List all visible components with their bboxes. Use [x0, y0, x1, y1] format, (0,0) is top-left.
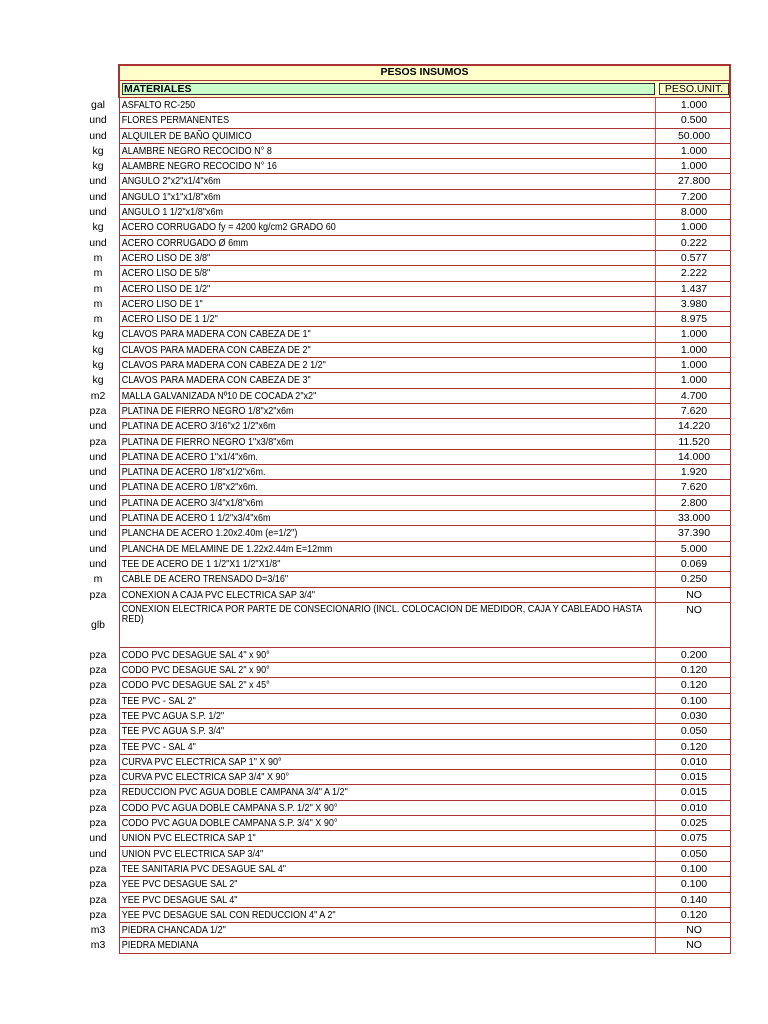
unit-weight-cell[interactable]: 1.000: [680, 359, 708, 372]
unit-weight-cell[interactable]: 1.000: [680, 328, 708, 341]
row-cells: [119, 588, 731, 603]
row-cells: [119, 297, 731, 312]
table-row: [0, 297, 768, 312]
material-cell[interactable]: ALAMBRE NEGRO RECOCIDO N° 8: [120, 144, 656, 158]
table-row: [0, 312, 768, 327]
material-cell[interactable]: PIEDRA CHANCADA 1/2": [120, 923, 656, 937]
table-row: [0, 847, 768, 862]
material-cell[interactable]: TEE PVC - SAL 2": [120, 694, 656, 708]
table-row: [0, 419, 768, 434]
row-cells: [119, 542, 731, 557]
row-cells: [119, 511, 731, 526]
unit-cell[interactable]: m3: [90, 924, 106, 937]
row-cells: [119, 877, 731, 892]
material-cell[interactable]: PLATINA DE ACERO 1/8"x1/2"x6m.: [120, 465, 656, 479]
unit-cell[interactable]: kg: [92, 328, 104, 341]
row-cells: [119, 572, 731, 587]
material-cell[interactable]: ANGULO 2"x2"x1/4"x6m: [120, 174, 656, 188]
table-row: [0, 557, 768, 572]
table-row: [0, 496, 768, 511]
unit-cell[interactable]: m3: [90, 939, 106, 952]
unit-cell[interactable]: m: [93, 573, 103, 586]
row-cells: [119, 450, 731, 465]
table-row: [0, 877, 768, 892]
unit-weight-cell[interactable]: 0.075: [680, 832, 708, 845]
table-row: [0, 603, 768, 648]
unit-weight-cell[interactable]: 0.222: [680, 236, 708, 249]
unit-weight-cell[interactable]: 0.025: [680, 817, 708, 830]
material-cell[interactable]: PIEDRA MEDIANA: [120, 938, 656, 952]
column-header-row: [118, 81, 731, 98]
unit-cell[interactable]: und: [89, 512, 107, 525]
row-cells: [119, 113, 731, 128]
unit-cell[interactable]: pza: [89, 801, 107, 814]
table-row: [0, 435, 768, 450]
unit-weight-cell[interactable]: 50.000: [677, 129, 711, 142]
unit-cell[interactable]: und: [89, 450, 107, 463]
row-cells: [119, 465, 731, 480]
row-cells: [119, 740, 731, 755]
row-cells: [119, 709, 731, 724]
material-cell[interactable]: TEE DE ACERO DE 1 1/2"X1 1/2"X1/8": [120, 557, 656, 571]
unit-weight-cell[interactable]: 0.500: [680, 114, 708, 127]
table-row: [0, 113, 768, 128]
column-header-unit-weight[interactable]: PESO.UNIT.: [659, 83, 729, 95]
material-cell[interactable]: PLATINA DE ACERO 3/4"x1/8"x6m: [120, 496, 656, 510]
material-cell[interactable]: CODO PVC DESAGUE SAL 2" x 45°: [120, 678, 656, 692]
table-row: [0, 801, 768, 816]
row-cells: [119, 251, 731, 266]
row-cells: [119, 144, 731, 159]
table-row: [0, 526, 768, 541]
table-row: [0, 465, 768, 480]
unit-weight-cell[interactable]: NO: [686, 588, 702, 601]
unit-weight-cell[interactable]: 0.120: [680, 908, 708, 921]
material-cell[interactable]: PLATINA DE ACERO 1/8"x2"x6m.: [120, 480, 656, 494]
row-cells: [119, 678, 731, 693]
table-row: [0, 648, 768, 663]
unit-weight-cell[interactable]: 1.000: [680, 144, 708, 157]
table-row: [0, 358, 768, 373]
material-cell[interactable]: ACERO LISO DE 1/2": [120, 282, 656, 296]
row-cells: [119, 557, 731, 572]
row-cells: [119, 770, 731, 785]
material-cell[interactable]: YEE PVC DESAGUE SAL 2": [120, 877, 656, 891]
unit-weight-cell[interactable]: NO: [686, 939, 702, 952]
table-row: [0, 542, 768, 557]
unit-weight-cell[interactable]: 0.030: [680, 709, 708, 722]
unit-weight-cell[interactable]: 14.220: [677, 420, 711, 433]
unit-weight-cell[interactable]: 0.015: [680, 771, 708, 784]
row-cells: [119, 847, 731, 862]
unit-weight-cell[interactable]: 7.620: [680, 481, 708, 494]
unit-cell[interactable]: kg: [92, 221, 104, 234]
unit-cell[interactable]: kg: [92, 343, 104, 356]
table-row: [0, 831, 768, 846]
unit-weight-cell[interactable]: 0.050: [680, 847, 708, 860]
unit-cell[interactable]: und: [89, 175, 107, 188]
row-cells: [119, 755, 731, 770]
unit-weight-cell[interactable]: 3.980: [680, 297, 708, 310]
material-cell[interactable]: CLAVOS PARA MADERA CON CABEZA DE 2 1/2": [120, 358, 656, 372]
material-cell[interactable]: ALQUILER DE BAÑO QUIMICO: [120, 129, 656, 143]
row-cells: [119, 831, 731, 846]
row-cells: [119, 785, 731, 800]
material-cell[interactable]: ACERO LISO DE 5/8": [120, 266, 656, 280]
row-cells: [119, 159, 731, 174]
unit-cell[interactable]: und: [89, 420, 107, 433]
unit-weight-cell[interactable]: 0.010: [680, 801, 708, 814]
row-cells: [119, 373, 731, 388]
row-cells: [119, 648, 731, 663]
unit-cell[interactable]: pza: [89, 588, 107, 601]
unit-weight-cell[interactable]: 7.620: [680, 404, 708, 417]
row-cells: [119, 801, 731, 816]
row-cells: [119, 938, 731, 953]
unit-weight-cell[interactable]: 0.050: [680, 725, 708, 738]
row-cells: [119, 663, 731, 678]
row-cells: [119, 862, 731, 877]
table-row: [0, 663, 768, 678]
material-cell[interactable]: ACERO LISO DE 3/8": [120, 251, 656, 265]
row-cells: [119, 312, 731, 327]
material-cell[interactable]: ANGULO 1 1/2"x1/8"x6m: [120, 205, 656, 219]
material-cell[interactable]: PLATINA DE ACERO 1 1/2"x3/4"x6m: [120, 511, 656, 525]
unit-cell[interactable]: pza: [89, 893, 107, 906]
unit-weight-cell[interactable]: 11.520: [678, 435, 710, 448]
material-cell[interactable]: FLORES PERMANENTES: [120, 113, 656, 127]
unit-weight-cell[interactable]: 0.577: [680, 251, 708, 264]
unit-cell[interactable]: pza: [89, 694, 107, 707]
unit-weight-cell[interactable]: 0.200: [680, 648, 708, 661]
unit-weight-cell[interactable]: 0.250: [680, 573, 708, 586]
unit-cell[interactable]: und: [89, 129, 107, 142]
table-row: [0, 404, 768, 419]
table-row: [0, 755, 768, 770]
unit-cell[interactable]: pza: [89, 709, 107, 722]
material-cell[interactable]: CLAVOS PARA MADERA CON CABEZA DE 1": [120, 327, 656, 341]
table-row: [0, 588, 768, 603]
table-row: [0, 740, 768, 755]
table-row: [0, 893, 768, 908]
table-row: [0, 923, 768, 938]
row-cells: [119, 327, 731, 342]
unit-cell[interactable]: pza: [89, 908, 107, 921]
material-cell[interactable]: CLAVOS PARA MADERA CON CABEZA DE 2": [120, 343, 656, 357]
material-cell[interactable]: YEE PVC DESAGUE SAL 4": [120, 893, 656, 907]
table-row: [0, 389, 768, 404]
table-row: [0, 373, 768, 388]
row-cells: [119, 908, 731, 923]
row-cells: [119, 174, 731, 189]
material-cell[interactable]: ANGULO 1"x1"x1/8"x6m: [120, 190, 656, 204]
unit-cell[interactable]: kg: [92, 144, 104, 157]
table-row: [0, 816, 768, 831]
table-row: [0, 159, 768, 174]
unit-cell[interactable]: und: [89, 847, 107, 860]
table-row: [0, 694, 768, 709]
unit-cell[interactable]: und: [89, 190, 107, 203]
table-row: [0, 236, 768, 251]
unit-cell[interactable]: pza: [89, 755, 107, 768]
material-cell[interactable]: CODO PVC AGUA DOBLE CAMPANA S.P. 1/2" X 90°: [120, 801, 656, 815]
unit-cell[interactable]: m: [93, 267, 103, 280]
row-cells: [119, 205, 731, 220]
material-cell[interactable]: CONEXION A CAJA PVC ELECTRICA SAP 3/4": [120, 588, 656, 602]
unit-weight-cell[interactable]: NO: [686, 603, 702, 616]
unit-weight-cell[interactable]: 0.100: [680, 878, 708, 891]
row-cells: [119, 389, 731, 404]
unit-cell[interactable]: m: [93, 282, 103, 295]
unit-cell[interactable]: m: [93, 297, 103, 310]
unit-weight-cell[interactable]: 27.800: [677, 175, 711, 188]
unit-cell[interactable]: pza: [89, 786, 107, 799]
row-cells: [119, 358, 731, 373]
table-row: [0, 251, 768, 266]
row-cells: [119, 236, 731, 251]
unit-cell[interactable]: und: [89, 481, 107, 494]
unit-cell[interactable]: kg: [92, 160, 104, 173]
table-row: [0, 343, 768, 358]
unit-cell[interactable]: kg: [92, 359, 104, 372]
sheet-title-text: PESOS INSUMOS: [380, 66, 469, 78]
table-row: [0, 144, 768, 159]
material-cell[interactable]: CURVA PVC ELECTRICA SAP 1" X 90°: [120, 755, 656, 769]
table-row: [0, 511, 768, 526]
table-row: [0, 129, 768, 144]
material-cell[interactable]: CONEXION ELECTRICA POR PARTE DE CONSECIONARIO (INCL. COLOCACION DE MEDIDOR, CAJA Y CABLEADO HASTA RED): [120, 603, 656, 647]
table-row: [0, 862, 768, 877]
material-cell[interactable]: YEE PVC DESAGUE SAL CON REDUCCION 4" A 2": [120, 908, 656, 922]
table-row: [0, 450, 768, 465]
unit-cell[interactable]: m2: [90, 389, 106, 402]
unit-cell[interactable]: pza: [89, 435, 107, 448]
unit-weight-cell[interactable]: 4.700: [680, 389, 708, 402]
table-row: [0, 724, 768, 739]
materials-rows: [0, 98, 768, 954]
row-cells: [119, 404, 731, 419]
row-cells: [119, 190, 731, 205]
row-cells: [119, 343, 731, 358]
unit-weight-cell[interactable]: 0.120: [680, 740, 708, 753]
unit-cell[interactable]: pza: [89, 862, 107, 875]
table-row: [0, 282, 768, 297]
table-row: [0, 480, 768, 495]
material-cell[interactable]: PLANCHA DE MELAMINE DE 1.22x2.44m E=12mm: [120, 542, 656, 556]
unit-weight-cell[interactable]: 0.140: [680, 893, 708, 906]
material-cell[interactable]: CODO PVC AGUA DOBLE CAMPANA S.P. 3/4" X 90°: [120, 816, 656, 830]
material-cell[interactable]: PLANCHA DE ACERO 1.20x2.40m (e=1/2"): [120, 526, 656, 540]
unit-cell[interactable]: pza: [89, 771, 107, 784]
unit-cell[interactable]: pza: [89, 878, 107, 891]
unit-cell[interactable]: glb: [90, 618, 105, 631]
table-row: [0, 266, 768, 281]
unit-weight-cell[interactable]: 2.222: [680, 267, 708, 280]
material-cell[interactable]: PLATINA DE ACERO 3/16"x2 1/2"x6m: [120, 419, 656, 433]
unit-weight-cell[interactable]: 1.437: [680, 282, 708, 295]
unit-cell[interactable]: und: [89, 466, 107, 479]
unit-cell[interactable]: pza: [89, 648, 107, 661]
material-cell[interactable]: PLATINA DE FIERRO NEGRO 1"x3/8"x6m: [120, 435, 656, 449]
unit-weight-cell[interactable]: 37.390: [677, 527, 711, 540]
unit-weight-cell[interactable]: 0.120: [680, 679, 708, 692]
unit-cell[interactable]: und: [89, 236, 107, 249]
table-row: [0, 678, 768, 693]
row-cells: [119, 724, 731, 739]
unit-weight-cell[interactable]: 8.000: [680, 206, 708, 219]
row-cells: [119, 816, 731, 831]
material-cell[interactable]: PLATINA DE ACERO 1"x1/4"x6m.: [120, 450, 656, 464]
unit-cell[interactable]: pza: [89, 664, 107, 677]
row-cells: [119, 419, 731, 434]
unit-cell[interactable]: pza: [89, 404, 107, 417]
unit-weight-cell[interactable]: 0.069: [680, 557, 708, 570]
unit-cell[interactable]: m: [93, 313, 103, 326]
row-cells: [119, 220, 731, 235]
table-row: [0, 174, 768, 189]
unit-weight-cell[interactable]: 1.000: [680, 343, 708, 356]
material-cell[interactable]: TEE PVC AGUA S.P. 1/2": [120, 709, 656, 723]
table-row: [0, 938, 768, 953]
unit-weight-cell[interactable]: 1.000: [680, 374, 708, 387]
unit-weight-cell[interactable]: 5.000: [680, 542, 708, 555]
material-cell[interactable]: CLAVOS PARA MADERA CON CABEZA DE 3": [120, 373, 656, 387]
unit-weight-cell[interactable]: 7.200: [680, 190, 708, 203]
unit-weight-cell[interactable]: 1.000: [680, 99, 708, 111]
material-cell[interactable]: PLATINA DE FIERRO NEGRO 1/8"x2"x6m: [120, 404, 656, 418]
material-cell[interactable]: TEE SANITARIA PVC DESAGUE SAL 4": [120, 862, 656, 876]
material-cell[interactable]: ALAMBRE NEGRO RECOCIDO N° 16: [120, 159, 656, 173]
row-cells: [119, 266, 731, 281]
material-cell[interactable]: ACERO CORRUGADO fy = 4200 kg/cm2 GRADO 60: [120, 220, 656, 234]
unit-cell[interactable]: gal: [90, 99, 105, 111]
unit-cell[interactable]: kg: [92, 374, 104, 387]
row-cells: [119, 603, 731, 648]
material-cell[interactable]: UNION PVC ELECTRICA SAP 1": [120, 831, 656, 845]
unit-weight-cell[interactable]: 0.120: [680, 664, 708, 677]
table-row: [0, 908, 768, 923]
unit-cell[interactable]: und: [89, 114, 107, 127]
unit-weight-cell[interactable]: 1.920: [680, 466, 708, 479]
material-cell[interactable]: CABLE DE ACERO TRENSADO D=3/16": [120, 572, 656, 586]
unit-weight-cell[interactable]: 8.975: [680, 313, 708, 326]
material-cell[interactable]: CODO PVC DESAGUE SAL 2" x 90°: [120, 663, 656, 677]
row-cells: [119, 694, 731, 709]
unit-cell[interactable]: pza: [89, 725, 107, 738]
unit-cell[interactable]: m: [93, 251, 103, 264]
row-cells: [119, 923, 731, 938]
material-cell[interactable]: ACERO CORRUGADO Ø 6mm: [120, 236, 656, 250]
unit-weight-cell[interactable]: 0.015: [680, 786, 708, 799]
unit-cell[interactable]: pza: [89, 817, 107, 830]
unit-cell[interactable]: und: [89, 527, 107, 540]
unit-cell[interactable]: pza: [89, 740, 107, 753]
unit-weight-cell[interactable]: 0.100: [680, 862, 708, 875]
table-row: [0, 190, 768, 205]
unit-weight-cell[interactable]: 0.010: [680, 755, 708, 768]
unit-cell[interactable]: und: [89, 206, 107, 219]
row-cells: [119, 435, 731, 450]
row-cells: [119, 893, 731, 908]
column-header-materials[interactable]: MATERIALES: [122, 83, 655, 95]
material-cell[interactable]: ACERO LISO DE 1 1/2": [120, 312, 656, 326]
table-row: [0, 770, 768, 785]
unit-weight-cell[interactable]: NO: [686, 924, 702, 937]
row-cells: [119, 282, 731, 297]
material-cell[interactable]: MALLA GALVANIZADA Nº10 DE COCADA 2"x2": [120, 389, 656, 403]
table-row: [0, 785, 768, 800]
material-cell[interactable]: REDUCCION PVC AGUA DOBLE CAMPANA 3/4" A 1/2": [120, 785, 656, 799]
unit-cell[interactable]: und: [89, 542, 107, 555]
unit-weight-cell[interactable]: 1.000: [680, 160, 708, 173]
row-cells: [119, 480, 731, 495]
material-cell[interactable]: UNION PVC ELECTRICA SAP 3/4": [120, 847, 656, 861]
unit-cell[interactable]: und: [89, 496, 107, 509]
material-cell[interactable]: ASFALTO RC-250: [120, 98, 656, 112]
unit-cell[interactable]: und: [89, 832, 107, 845]
row-cells: [119, 496, 731, 511]
row-cells: [119, 526, 731, 541]
unit-cell[interactable]: und: [89, 557, 107, 570]
unit-weight-cell[interactable]: 2.800: [680, 496, 708, 509]
unit-weight-cell[interactable]: 1.000: [680, 221, 708, 234]
unit-weight-cell[interactable]: 14.000: [677, 450, 711, 463]
material-cell[interactable]: ACERO LISO DE 1": [120, 297, 656, 311]
material-cell[interactable]: TEE PVC - SAL 4": [120, 740, 656, 754]
unit-weight-cell[interactable]: 0.100: [680, 694, 708, 707]
material-cell[interactable]: CURVA PVC ELECTRICA SAP 3/4" X 90°: [120, 770, 656, 784]
table-row: [0, 572, 768, 587]
unit-weight-cell[interactable]: 33.000: [677, 512, 711, 525]
row-cells: [119, 98, 731, 113]
unit-cell[interactable]: pza: [89, 679, 107, 692]
table-row: [0, 220, 768, 235]
material-cell[interactable]: TEE PVC AGUA S.P. 3/4": [120, 724, 656, 738]
table-row: [0, 709, 768, 724]
row-cells: [119, 129, 731, 144]
material-cell[interactable]: CODO PVC DESAGUE SAL 4" x 90°: [120, 648, 656, 662]
table-row: [0, 205, 768, 220]
table-row: [0, 98, 768, 113]
sheet-title[interactable]: [118, 64, 731, 81]
table-row: [0, 327, 768, 342]
